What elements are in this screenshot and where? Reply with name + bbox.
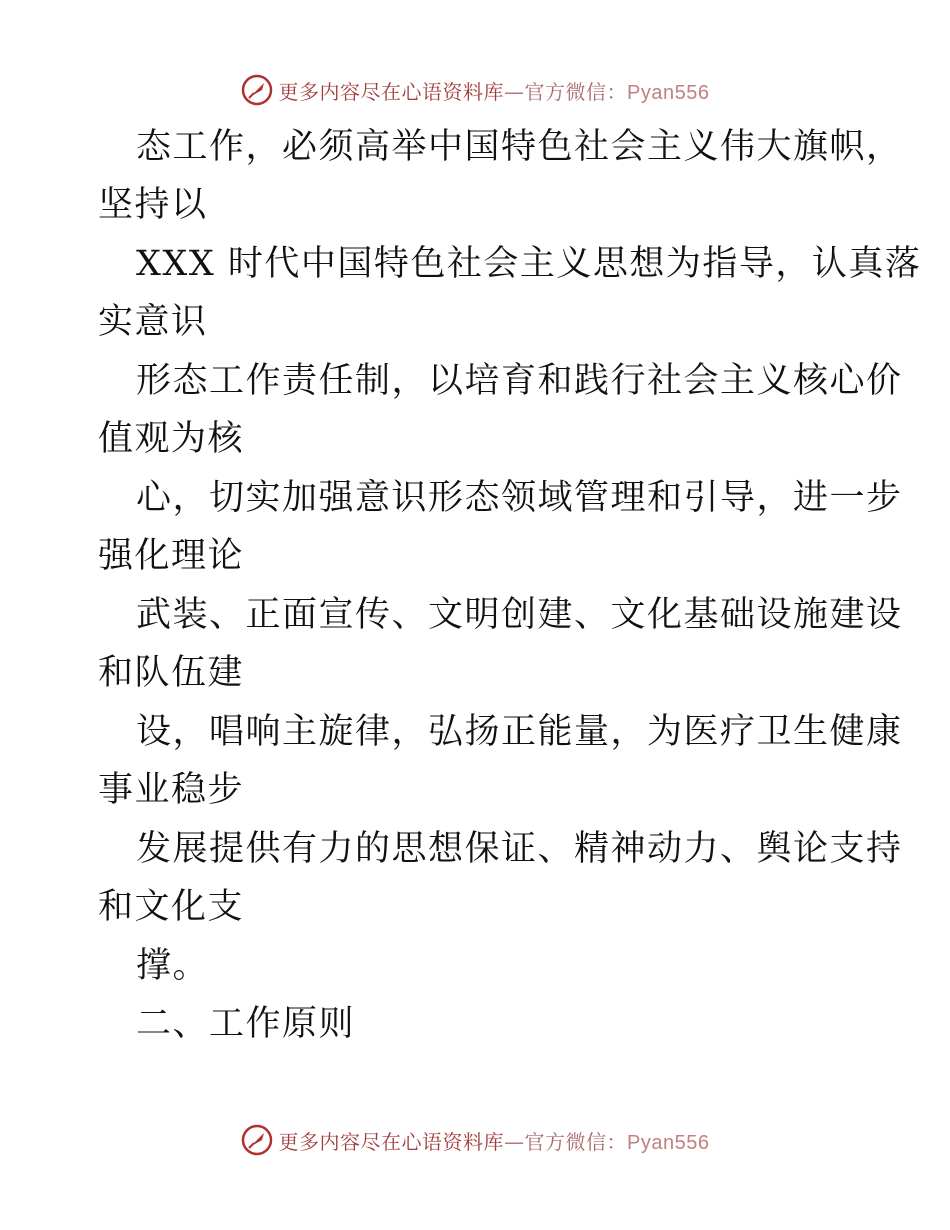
- footer-wechat-id: Pyan556: [627, 1131, 710, 1154]
- body-line: 实意识: [98, 302, 208, 342]
- body-line: 值观为核: [98, 419, 245, 459]
- header-wechat-label: 官方微信：: [524, 79, 628, 104]
- body-line: 态工作，必须高举中国特色社会主义伟大旗帜，: [136, 127, 903, 167]
- body-line: 强化理论: [98, 536, 245, 576]
- header-text: [279, 76, 710, 105]
- footer-brand: 更多内容尽在心语资料库: [278, 1129, 505, 1154]
- header-separator: —: [504, 79, 525, 104]
- body-line: 和队伍建: [98, 653, 245, 693]
- footer-text: [279, 1126, 710, 1155]
- feather-pen-logo-icon: [241, 1124, 273, 1156]
- feather-pen-logo-icon: [241, 74, 273, 106]
- footer-banner: [0, 1120, 950, 1160]
- body-line: 心，切实加强意识形态领域管理和引导，进一步: [136, 478, 903, 518]
- body-line: 发展提供有力的思想保证、精神动力、舆论支持: [136, 829, 903, 869]
- body-line: 设，唱响主旋律，弘扬正能量，为医疗卫生健康: [136, 712, 903, 752]
- body-line: 撑。: [136, 946, 210, 986]
- header-wechat-id: Pyan556: [627, 81, 710, 104]
- body-line: 形态工作责任制，以培育和践行社会主义核心价: [136, 361, 903, 401]
- header-banner: [0, 70, 950, 110]
- footer-wechat-label: 官方微信：: [524, 1129, 628, 1154]
- body-line: XXX 时代中国特色社会主义思想为指导，认真落: [136, 244, 922, 284]
- body-line: 坚持以: [98, 185, 208, 225]
- body-line: 武装、正面宣传、文明创建、文化基础设施建设: [136, 595, 903, 635]
- header-brand: 更多内容尽在心语资料库: [278, 79, 505, 104]
- footer-separator: —: [504, 1129, 525, 1154]
- body-line: 和文化支: [98, 887, 245, 927]
- body-line: 事业稳步: [98, 770, 245, 810]
- section-heading: 二、工作原则: [136, 1004, 356, 1044]
